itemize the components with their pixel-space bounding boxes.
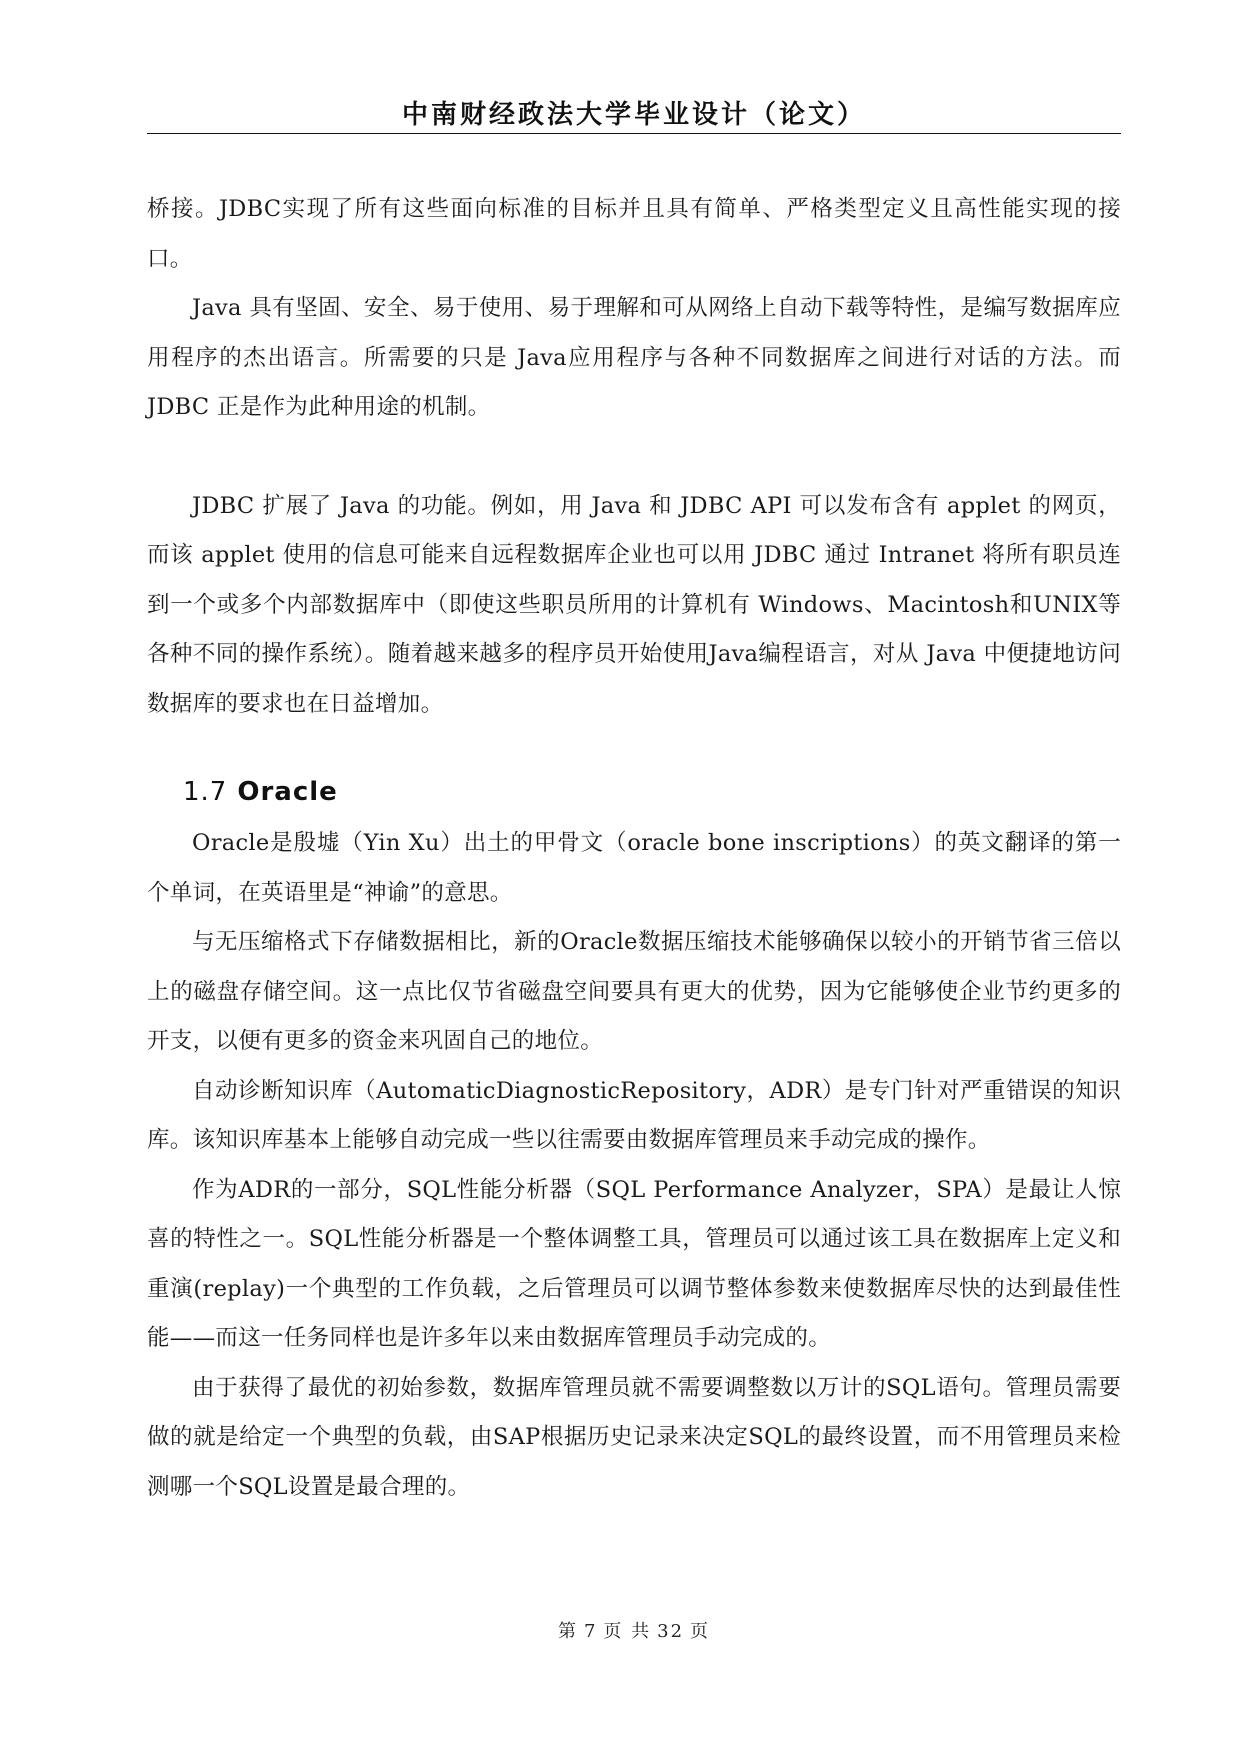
paragraph: 由于获得了最优的初始参数，数据库管理员就不需要调整数以万计的SQL语句。管理员需要做的就是给定一个典型的负载，由SAP根据历史记录来决定SQL的最终设置，而不用管理员来检测哪一个SQL设置是最合理的。 — [147, 1374, 1121, 1500]
footer-middle: 页 共 — [603, 1621, 652, 1642]
footer-total-pages: 32 — [657, 1621, 685, 1642]
page-body — [147, 185, 1121, 1512]
section-number: 1.7 — [183, 777, 228, 807]
paragraph: 作为ADR的一部分，SQL性能分析器（SQL Performance Analyzer，SPA）是最让人惊喜的特性之一。SQL性能分析器是一个整体调整工具，管理员可以通过该工具在数据库上定义和重演(replay)一个典型的工作负载，之后管理员可以调节整体参数来使数据库尽快的达到最佳性能——而这一任务同样也是许多年以来由数据库管理员手动完成的。 — [147, 1176, 1121, 1351]
footer-suffix: 页 — [690, 1621, 711, 1642]
paragraph: 与无压缩格式下存储数据相比，新的Oracle数据压缩技术能够确保以较小的开销节省三倍以上的磁盘存储空间。这一点比仅节省磁盘空间要具有更大的优势，因为它能够使企业节约更多的开支，以便有更多的资金来巩固自己的地位。 — [147, 929, 1121, 1054]
footer-prefix: 第 — [557, 1621, 578, 1642]
paragraph: 桥接。JDBC实现了所有这些面向标准的目标并且具有简单、严格类型定义且高性能实现的接口。 — [147, 196, 1121, 272]
paragraph: Java 具有坚固、安全、易于使用、易于理解和可从网络上自动下载等特性，是编写数据库应用程序的杰出语言。所需要的只是 Java应用程序与各种不同数据库之间进行对话的方法。而 JDBC 正是作为此种用途的机制。 — [147, 295, 1121, 420]
paragraph: 自动诊断知识库（AutomaticDiagnosticRepository，ADR）是专门针对严重错误的知识库。该知识库基本上能够自动完成一些以往需要由数据库管理员来手动完成的操作。 — [147, 1077, 1121, 1153]
paragraph: Oracle是殷墟（Yin Xu）出土的甲骨文（oracle bone inscriptions）的英文翻译的第一个单词，在英语里是“神谕”的意思。 — [147, 830, 1121, 906]
section-heading — [147, 765, 1121, 819]
header-divider — [147, 133, 1121, 134]
paragraph: JDBC 扩展了 Java 的功能。例如，用 Java 和 JDBC API 可以发布含有 applet 的网页，而该 applet 使用的信息可能来自远程数据库企业也可以用 JDBC 通过 Intranet 将所有职员连到一个或多个内部数据库中（即使这些职员所用的计算机有 Windows、Macintosh和UNIX等各种不同的操作系统）。随着越来越多的程序员开始使用Java编程语言，对从 Java 中便捷地访问数据库的要求也在日益增加。 — [147, 492, 1121, 717]
section-title: Oracle — [237, 777, 338, 807]
page-footer — [147, 1617, 1121, 1643]
footer-page-number: 7 — [583, 1621, 598, 1642]
page-header-title: 中南财经政法大学毕业设计（论文） — [401, 100, 866, 130]
paragraph-spacer — [147, 433, 1121, 482]
